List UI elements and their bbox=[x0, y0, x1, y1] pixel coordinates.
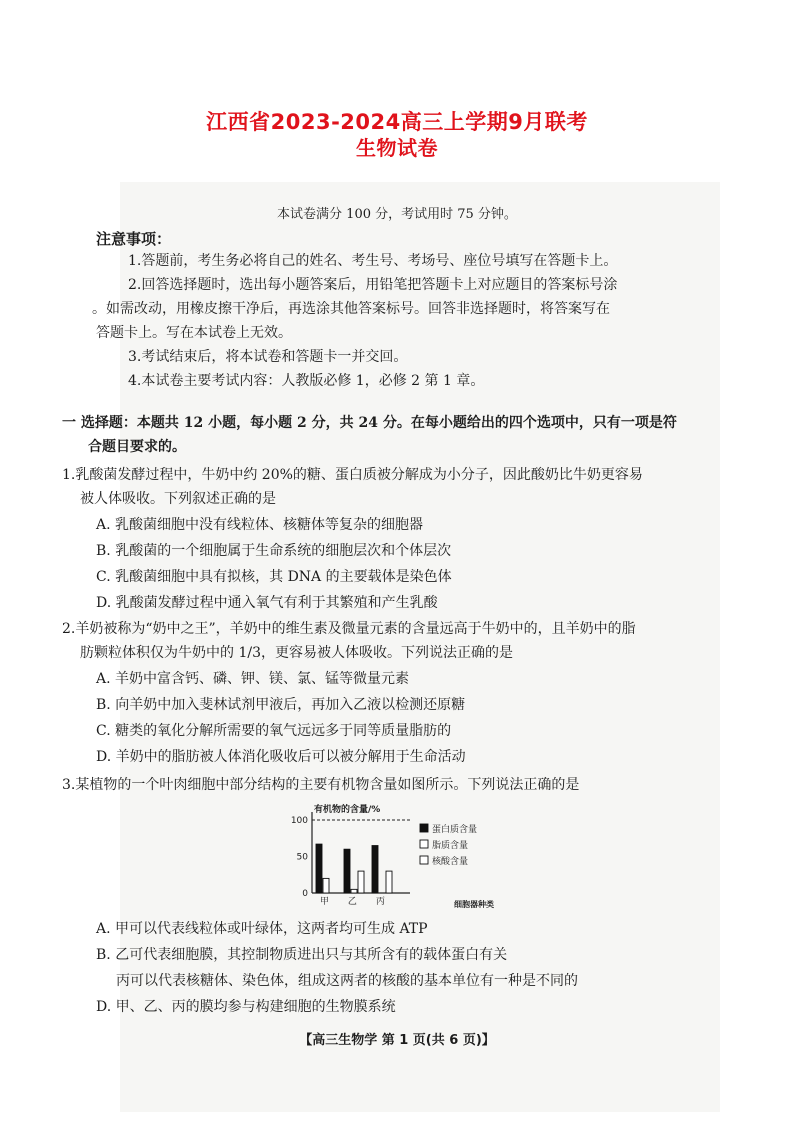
chart-bar bbox=[316, 844, 322, 893]
chart-x-tick-label: 丙 bbox=[375, 897, 385, 907]
question-3-option-d: D. 甲、乙、丙的膜均参与构建细胞的生物膜系统 bbox=[96, 999, 396, 1015]
chart-y-tick-label: 50 bbox=[296, 852, 308, 863]
question-2-option-a: A. 羊奶中富含钙、磷、钾、镁、氯、锰等微量元素 bbox=[96, 671, 410, 687]
legend-swatch bbox=[420, 856, 428, 864]
chart-x-tick-label: 甲 bbox=[319, 897, 329, 907]
question-1-option-a: A. 乳酸菌细胞中没有线粒体、核糖体等复杂的细胞器 bbox=[96, 517, 424, 533]
chart-bar bbox=[372, 846, 378, 893]
question-2-option-c: C. 糖类的氧化分解所需要的氧气远远多于同等质量脂肪的 bbox=[96, 723, 452, 739]
chart-ylabel: 有机物的含量/% bbox=[314, 805, 381, 815]
legend-swatch bbox=[420, 824, 428, 832]
question-1-option-d: D. 乳酸菌发酵过程中通入氧气有利于其繁殖和产生乳酸 bbox=[96, 595, 438, 611]
note-item-4: 4.本试卷主要考试内容：人教版必修 1，必修 2 第 1 章。 bbox=[128, 373, 485, 389]
question-3-option-c: 丙可以代表核糖体、染色体，组成这两者的核酸的基本单位有一种是不同的 bbox=[116, 973, 578, 989]
chart-bar bbox=[351, 889, 357, 893]
question-1-stem: 1.乳酸菌发酵过程中，牛奶中约 20%的糖、蛋白质被分解成为小分子，因此酸奶比牛奶更容易 bbox=[62, 467, 643, 483]
question-1-option-b: B. 乳酸菌的一个细胞属于生命系统的细胞层次和个体层次 bbox=[96, 543, 452, 559]
question-3-stem: 3.某植物的一个叶肉细胞中部分结构的主要有机物含量如图所示。下列说法正确的是 bbox=[62, 777, 580, 793]
document-subtitle: 生物试卷 bbox=[356, 136, 438, 160]
note-item-2b: 。如需改动，用橡皮擦干净后，再选涂其他答案标号。回答非选择题时，将答案写在 bbox=[92, 301, 610, 317]
question-1-option-c: C. 乳酸菌细胞中具有拟核，其 DNA 的主要载体是染色体 bbox=[96, 569, 452, 585]
organic-content-bar-chart bbox=[280, 798, 520, 910]
note-item-1: 1.答题前，考生务必将自己的姓名、考生号、考场号、座位号填写在答题卡上。 bbox=[128, 253, 618, 269]
legend-label: 脂质含量 bbox=[432, 841, 469, 851]
chart-bar bbox=[386, 871, 392, 893]
question-2-stem: 2.羊奶被称为“奶中之王”，羊奶中的维生素及微量元素的含量远高于牛奶中的，且羊奶中的脂 bbox=[62, 621, 636, 637]
question-3-option-a: A. 甲可以代表线粒体或叶绿体，这两者均可生成 ATP bbox=[96, 921, 428, 937]
question-2-option-d: D. 羊奶中的脂肪被人体消化吸收后可以被分解用于生命活动 bbox=[96, 749, 466, 765]
note-item-3: 3.考试结束后，将本试卷和答题卡一并交回。 bbox=[128, 349, 408, 365]
note-item-2c: 答题卡上。写在本试卷上无效。 bbox=[96, 325, 292, 341]
section-heading-cont: 合题目要求的。 bbox=[88, 439, 186, 455]
chart-bar bbox=[358, 871, 364, 893]
document-title: 江西省2023-2024高三上学期9月联考 bbox=[206, 110, 588, 134]
note-item-2a: 2.回答选择题时，选出每小题答案后，用铅笔把答题卡上对应题目的答案标号涂 bbox=[128, 277, 618, 293]
question-3-option-b: B. 乙可代表细胞膜，其控制物质进出只与其所含有的载体蛋白有关 bbox=[96, 947, 508, 963]
section-heading: 一 选择题：本题共 12 小题，每小题 2 分，共 24 分。在每小题给出的四个选项中，只有一项是符 bbox=[62, 415, 677, 431]
chart-y-tick-label: 0 bbox=[302, 889, 308, 899]
chart-bar bbox=[323, 878, 329, 893]
question-1-stem-cont: 被人体吸收。下列叙述正确的是 bbox=[80, 491, 276, 507]
exam-info: 本试卷满分 100 分，考试用时 75 分钟。 bbox=[277, 207, 517, 222]
page-footer: 【高三生物学 第 1 页(共 6 页)】 bbox=[299, 1033, 495, 1048]
chart-bars bbox=[316, 844, 392, 893]
question-2-stem-cont: 肪颗粒体积仅为牛奶中的 1/3，更容易被人体吸收。下列说法正确的是 bbox=[80, 645, 513, 661]
chart-xlabel: 细胞器种类 bbox=[454, 900, 494, 909]
notes-heading: 注意事项： bbox=[96, 230, 172, 248]
legend-swatch bbox=[420, 840, 428, 848]
legend-label: 蛋白质含量 bbox=[432, 825, 478, 835]
chart-legend bbox=[420, 823, 477, 867]
chart-x-tick-label: 乙 bbox=[347, 897, 357, 907]
question-2-option-b: B. 向羊奶中加入斐林试剂甲液后，再加入乙液以检测还原糖 bbox=[96, 697, 466, 713]
chart-y-tick-label: 100 bbox=[290, 816, 308, 826]
chart-bar bbox=[344, 849, 350, 893]
legend-label: 核酸含量 bbox=[432, 857, 469, 867]
